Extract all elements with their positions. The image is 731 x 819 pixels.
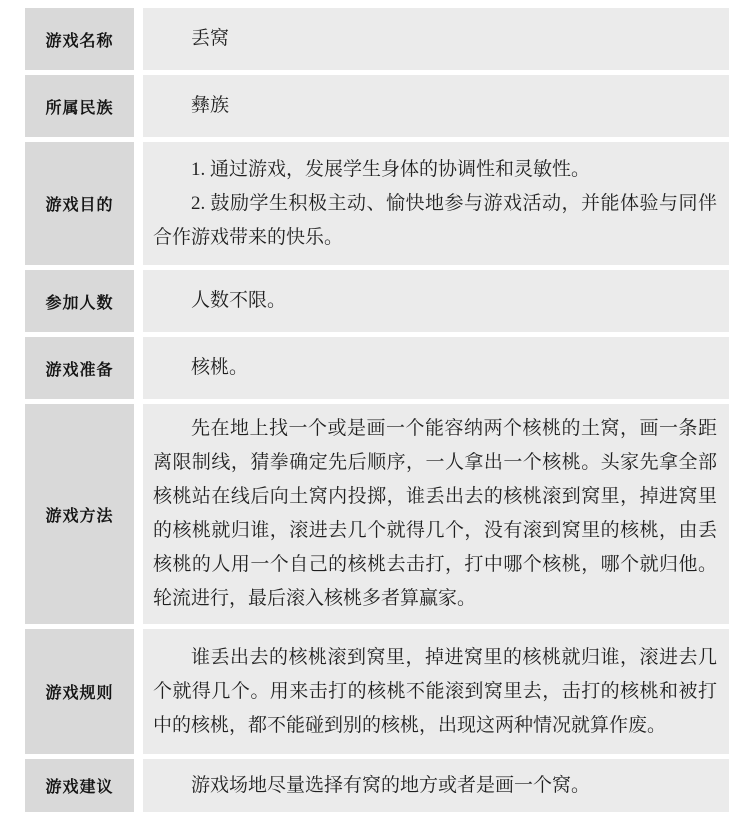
- row-content-text: 核桃。: [191, 357, 249, 378]
- row-label: 游戏准备: [45, 361, 114, 379]
- row-content-cell: [143, 142, 729, 265]
- table-row-game-suggestion: [25, 759, 729, 812]
- row-label: 游戏规则: [45, 685, 114, 702]
- row-label: 游戏方法: [45, 507, 114, 525]
- row-label: 游戏建议: [45, 779, 114, 796]
- row-content-text: 2. 鼓励学生积极主动、愉快地参与游戏活动，并能体验与同伴合作游戏带来的快乐。: [153, 192, 717, 248]
- row-label: 游戏目的: [45, 197, 114, 214]
- row-content-text: 谁丢出去的核桃滚到窝里，掉进窝里的核桃就归谁，滚进去几个就得几个。用来击打的核桃不能滚到窝里去，击打的核桃和被打中的核桃，都不能碰到别的核桃，出现这两种情况就算作废。: [153, 646, 717, 736]
- row-label-cell: [25, 629, 134, 754]
- row-label: 参加人数: [45, 294, 114, 312]
- table-row-game-purpose: [25, 142, 729, 265]
- row-label-cell: [25, 142, 134, 265]
- row-content-text: 游戏场地尽量选择有窝的地方或者是画一个窝。: [191, 774, 591, 796]
- table-row-game-rules: [25, 629, 729, 754]
- row-content-text: 1. 通过游戏，发展学生身体的协调性和灵敏性。: [191, 158, 591, 180]
- row-label-cell: [25, 404, 134, 624]
- row-label-cell: [25, 759, 134, 812]
- table-row-participants: [25, 270, 729, 332]
- row-content-text: 先在地上找一个或是画一个能容纳两个核桃的土窝，画一条距离限制线，猜拳确定先后顺序，一人拿出一个核桃。头家先拿全部核桃站在线后向土窝内投掷，谁丢出去的核桃滚到窝里，掉进窝里的核桃就归谁，滚进去几个就得几个，没有滚到窝里的核桃，由丢核桃的人用一个自己的核桃去击打，打中哪个核桃，哪个就归他。轮流进行，最后滚入核桃多者算赢家。: [153, 418, 717, 609]
- row-content-cell: [143, 404, 729, 624]
- row-content-cell: [143, 629, 729, 754]
- row-label-cell: [25, 8, 134, 70]
- row-content-text: 彝族: [191, 95, 230, 116]
- table-row-ethnic-group: [25, 75, 729, 137]
- table-row-game-name: [25, 8, 729, 70]
- row-content-cell: [143, 75, 729, 137]
- row-content-cell: [143, 337, 729, 399]
- table-row-game-preparation: [25, 337, 729, 399]
- game-info-table: [25, 8, 729, 812]
- table-row-game-method: [25, 404, 729, 624]
- row-content-text: 人数不限。: [191, 290, 287, 311]
- row-label-cell: [25, 337, 134, 399]
- row-content-cell: [143, 759, 729, 812]
- row-label: 所属民族: [45, 99, 114, 117]
- row-content-cell: [143, 270, 729, 332]
- row-label-cell: [25, 270, 134, 332]
- row-label-cell: [25, 75, 134, 137]
- row-content-text: 丢窝: [191, 28, 230, 49]
- row-label: 游戏名称: [45, 32, 114, 50]
- row-content-cell: [143, 8, 729, 70]
